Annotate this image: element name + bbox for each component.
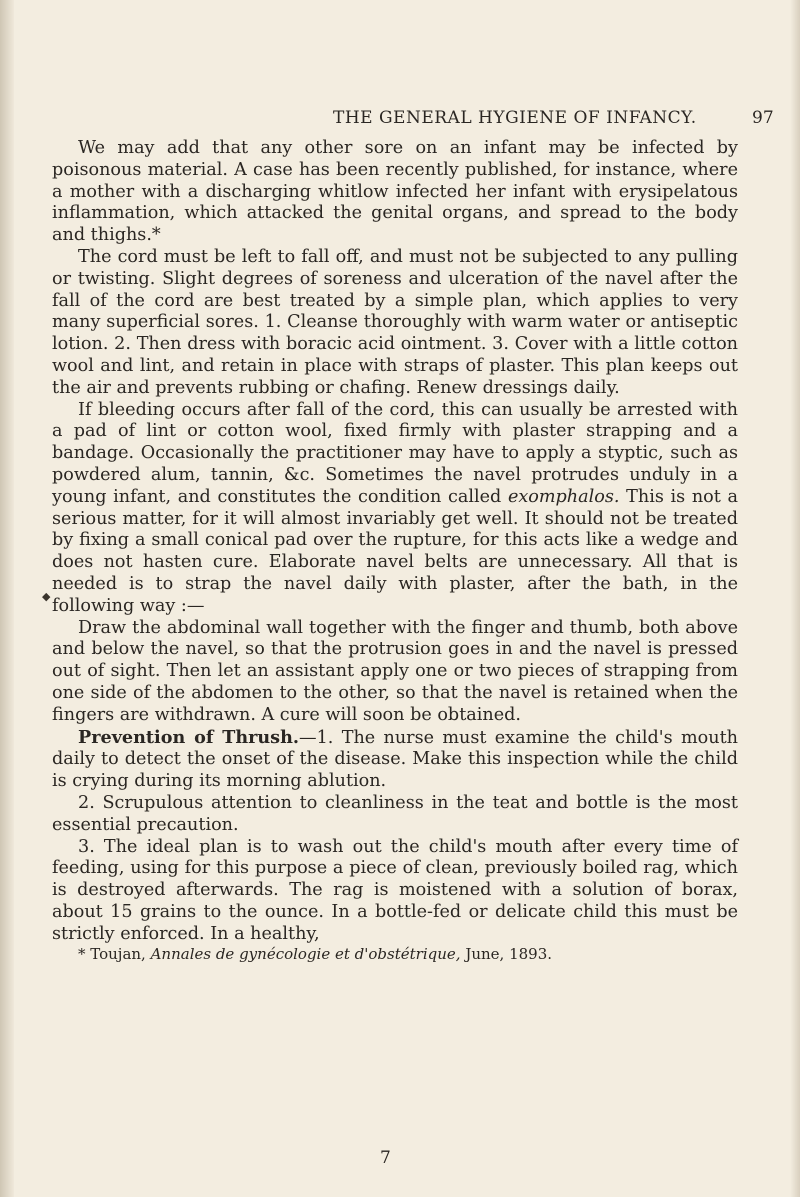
margin-mark-icon: ◆ [42, 590, 51, 603]
paragraph-text: This is not a serious matter, for it will almost invariably get well. It should not be treated by fixing a small conical pad over the rupture, for this acts like a wedge and does not hasten cure. Elaborate navel belts are unnecessary. All that is needed is to strap the navel daily with plaster, after the bath, in the following way :— [52, 486, 738, 616]
signature-mark: 7 [380, 1148, 391, 1168]
running-header [100, 108, 796, 130]
page-edge-shadow [790, 0, 800, 1197]
paragraph [52, 400, 738, 618]
footnote-text: June, 1893. [460, 945, 553, 964]
italic-term: exomphalos. [507, 486, 620, 507]
paragraph: 2. Scrupulous attention to cleanliness in the teat and bottle is the most essential precaution. [52, 792, 738, 835]
paragraph-text: —1. The nurse must examine the child's mouth daily to detect the onset of the disease. Make this inspection while the child is crying during its morning ablution. [52, 727, 738, 792]
page-binding-shadow [0, 0, 14, 1197]
page-number: 97 [752, 108, 774, 128]
paragraph [52, 727, 738, 793]
paragraph-text: If bleeding occurs after fall of the cord, this can usually be arrested with a pad of lint or cotton wool, fixed firmly with plaster strapping and a bandage. Occasionally the practitioner may have to apply a styptic, such as powdered alum, tannin, &c. Sometimes the navel protrudes unduly in a young infant, and constitutes the condition called [52, 399, 738, 507]
body-text [52, 138, 738, 963]
paragraph: 3. The ideal plan is to wash out the child's mouth after every time of feeding, using for this purpose a piece of clean, previously boiled rag, which is destroyed afterwards. The rag is moistened with a solution of borax, about 15 grains to the ounce. In a bottle-fed or delicate child this must be strictly enforced. In a healthy, [52, 836, 738, 944]
paragraph: The cord must be left to fall off, and must not be subjected to any pulling or twisting. Slight degrees of soreness and ulceration of the navel after the fall of the cord are best treated by a simple plan, which applies to very many superficial sores. 1. Cleanse thoroughly with warm water or antiseptic lotion. 2. Then dress with boracic acid ointment. 3. Cover with a little cotton wool and lint, and retain in place with straps of plaster. This plan keeps out the air and prevents rubbing or chafing. Renew dressings daily. [52, 246, 738, 398]
footnote [52, 945, 738, 963]
paragraph: We may add that any other sore on an infant may be infected by poisonous material. A case has been recently published, for instance, where a mother with a discharging whitlow infected her infant with erysipelatous inflammation, which attacked the genital organs, and spread to the body and thighs.* [52, 138, 738, 246]
footnote-journal: Annales de gynécologie et d'obstétrique, [150, 945, 461, 964]
running-title: THE GENERAL HYGIENE OF INFANCY. [333, 108, 697, 128]
footnote-text: * Toujan, [78, 945, 151, 964]
section-heading: Prevention of Thrush. [78, 726, 300, 748]
paragraph: Draw the abdominal wall together with the finger and thumb, both above and below the navel, so that the protrusion goes in and the navel is pressed out of sight. Then let an assistant apply one or two pieces of strapping from one side of the abdomen to the other, so that the navel is retained when the fingers are withdrawn. A cure will soon be obtained. [52, 617, 738, 725]
